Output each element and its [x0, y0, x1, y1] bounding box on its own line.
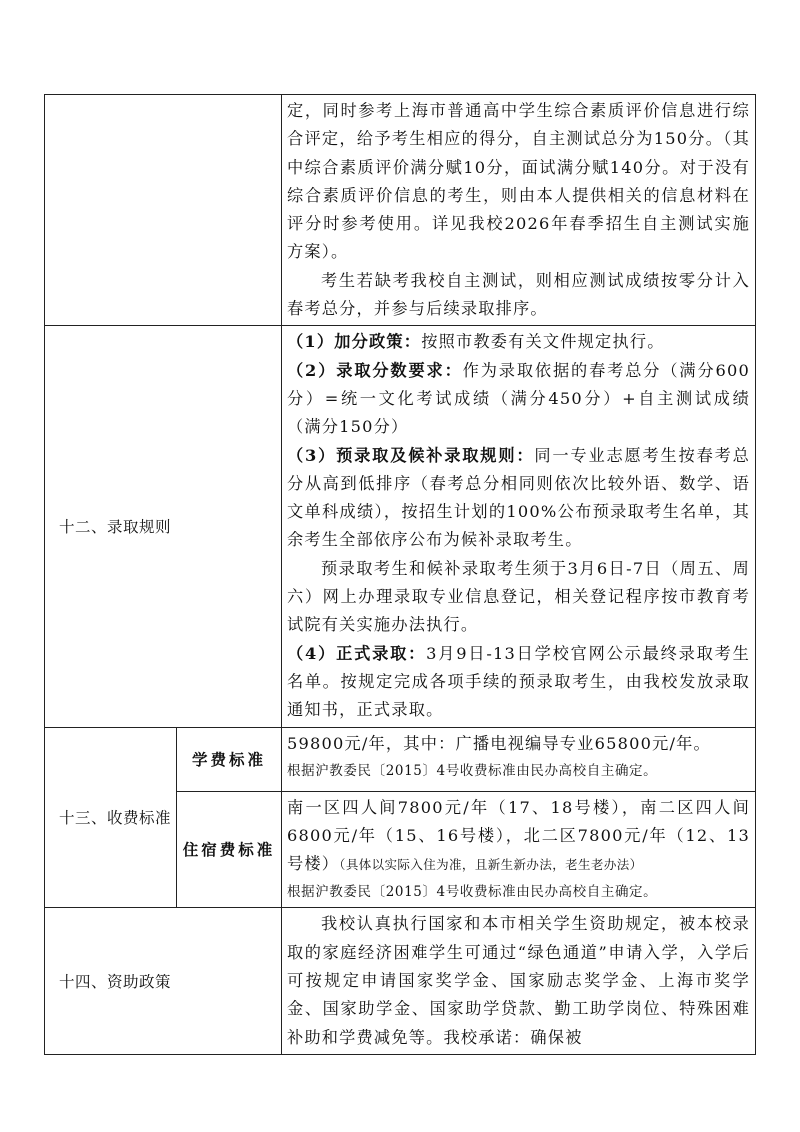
rule-registration-paragraph: 预录取考生和候补录取考生须于3月6日-7日（周五、周六）网上办理录取专业信息登记，相关登记程序按市教育考试院有关实施办法执行。: [287, 558, 750, 635]
table-row-continued: [45, 95, 756, 326]
dorm-fee-note: 根据沪教委民〔2015〕4号收费标准由民办高校自主确定。: [287, 884, 658, 901]
rule-item-3-heading: （3）预录取及候补录取规则：: [287, 445, 535, 465]
table-row-financial-aid: [45, 908, 756, 1054]
rule-item-4: [287, 640, 750, 725]
continued-content-cell: [282, 95, 756, 326]
rule-item-1: [287, 328, 750, 356]
admission-document-table: [44, 94, 756, 1055]
financial-aid-text: 我校认真执行国家和本市相关学生资助规定，被本校录取的家庭经济困难学生可通过“绿色通道”申请入学，入学后可按规定申请国家奖学金、国家励志奖学金、上海市奖学金、国家助学金、国家助学贷款、勤工助学岗位、特殊困难补助和学费减免等。我校承诺：确保被: [287, 914, 750, 1047]
rule-item-4-heading: （4）正式录取：: [287, 643, 427, 663]
dorm-fee-text: [287, 794, 750, 880]
label-fee-standard: 十三、收费标准: [45, 727, 177, 908]
label-dorm-fee-standard: 住宿费标准: [177, 791, 282, 908]
admission-rules-content: [282, 326, 756, 727]
continued-paragraph-1: 定，同时参考上海市普通高中学生综合素质评价信息进行综合评定，给予考生相应的得分，自主测试总分为150分。（其中综合素质评价满分赋10分，面试满分赋140分。对于没有综合素质评价信息的考生，则由本人提供相关的信息材料在评分时参考使用。详见我校2026年春季招生自主测试实施方案）。: [287, 101, 750, 262]
dorm-fee-small-note: （具体以实际入住为准，且新生新办法，老生老办法）: [339, 857, 643, 873]
dorm-fee-content: [282, 791, 756, 908]
label-admission-rules: 十二、录取规则: [45, 326, 282, 727]
continued-paragraph-2: 考生若缺考我校自主测试，则相应测试成绩按零分计入春考总分，并参与后续录取排序。: [287, 270, 750, 319]
rule-item-1-heading: （1）加分政策：: [287, 332, 422, 352]
empty-label-cell: [45, 95, 282, 326]
rule-item-3: [287, 442, 750, 555]
label-financial-aid: 十四、资助政策: [45, 908, 282, 1054]
rule-item-2: [287, 357, 750, 442]
rule-item-1-text: 按照市教委有关文件规定执行。: [421, 332, 665, 352]
rule-item-2-text: 作为录取依据的春考总分（满分600分）=统一文化考试成绩（满分450分）+自主测试成绩（满分150分）: [287, 360, 750, 437]
table-row-tuition: [45, 727, 756, 791]
tuition-note: 根据沪教委民〔2015〕4号收费标准由民办高校自主确定。: [287, 762, 658, 779]
rule-item-2-heading: （2）录取分数要求：: [287, 360, 463, 380]
dorm-fee-main-text: 南一区四人间7800元/年（17、18号楼），南二区四人间6800元/年（15、16号楼），北二区7800元/年（12、13号楼）: [287, 797, 750, 874]
rule-item-3-text: 同一专业志愿考生按春考总分从高到低排序（春考总分相同则依次比较外语、数学、语文单科成绩），按招生计划的100%公布预录取考生名单，其余考生全部依序公布为候补录取考生。: [287, 445, 750, 550]
label-tuition-standard: 学费标准: [177, 727, 282, 791]
financial-aid-content: [282, 908, 756, 1054]
tuition-text: 59800元/年，其中：广播电视编导专业65800元/年。: [287, 733, 711, 753]
table-row-admission-rules: [45, 326, 756, 727]
rule-item-4-text: 3月9日-13日学校官网公示最终录取考生名单。按规定完成各项手续的预录取考生，由我校发放录取通知书，正式录取。: [287, 643, 750, 720]
tuition-content: [282, 727, 756, 791]
